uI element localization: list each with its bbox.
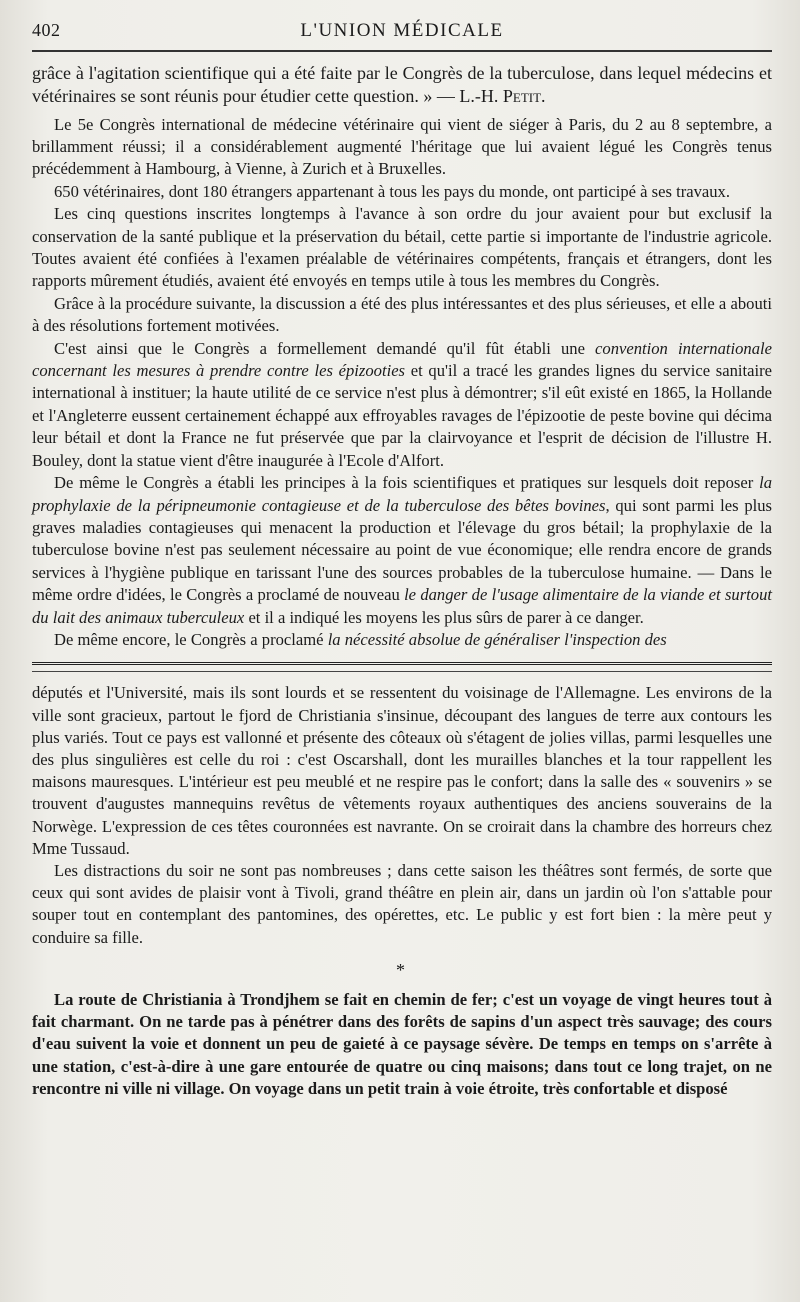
paragraph: Les distractions du soir ne sont pas nombreuses ; dans cette saison les théâtres sont fermés, de sorte que ceux qui sont avides de plaisir vont à Tivoli, grand théâtre en plein air, dans un jardin où l'on s'attable pour souper tout en contemplant des pantomines, des opérettes, etc. Le public y est fort bien : la mère peut y conduire sa fille. <box>32 860 772 947</box>
journal-title: L'UNION MÉDICALE <box>300 20 504 41</box>
paragraph: Le 5e Congrès international de médecine vétérinaire qui vient de siéger à Paris, du 2 au 8 septembre, a brillamment réussi; il a considérablement augmenté l'héritage que lui avaient légué les Congrès tenus précédemment à Hambourg, à Vienne, à Zurich et à Bruxelles. <box>32 114 772 179</box>
paragraph: De même encore, le Congrès a proclamé la nécessité absolue de généraliser l'inspection des <box>54 629 667 649</box>
paragraph: Les cinq questions inscrites longtemps à l'avance à son ordre du jour avaient pour but exclusif la conservation de la santé publique et la préservation du bétail, cette partie si importante de l'industrie agricole. Toutes avaient été confiées à l'examen préalable de vétérinaires compétents, français et étrangers, dont les rapports mûrement étudiés, avaient été envoyés en temps utile à tous les membres du Congrès. <box>32 204 772 291</box>
main-article <box>32 62 772 651</box>
paragraph: La route de Christiania à Trondjhem se fait en chemin de fer; c'est un voyage de vingt heures tout à fait charmant. On ne tarde pas à pénétrer dans des forêts de sapins d'un aspect très sauvage; des cours d'eau suivent la voie et donnent un peu de gaieté à ce paysage sévère. De temps en temps on s'arrête à une station, c'est-à-dire à une gare entourée de quatre ou cinq maisons; dans tout ce long trajet, on ne rencontre ni ville ni village. On voyage dans un petit train à voie étroite, très confortable et disposé <box>32 989 772 1098</box>
italic-phrase: le danger de l'usage alimentaire de la viande et surtout du lait des animaux tuberculeux <box>32 585 772 627</box>
paragraph: De même le Congrès a établi les principes à la fois scientifiques et pratiques sur lesquels doit reposer la prophylaxie de la péripneumonie contagieuse et de la tuberculose des bêtes bovines, qui sont parmi les plus graves maladies contagieuses qui menacent la production et l'élevage du gros bétail; la prophylaxie de la tuberculose bovine n'est pas seulement nécessaire au point de vue économique; elle rendra encore de grands services à l'hygiène publique en tarissant l'une des sources probables de la tuberculose humaine. — Dans le même ordre d'idées, le Congrès a proclamé de nouveau le danger de l'usage alimentaire de la viande et surtout du lait des animaux tuberculeux et il a indiqué les moyens les plus sûrs de parer à ce danger. <box>32 473 773 627</box>
paragraph: C'est ainsi que le Congrès a formellement demandé qu'il fût établi une convention internationale concernant les mesures à prendre contre les épizooties et qu'il a tracé les grandes lignes du service sanitaire international à instituer; la haute utilité de ce service n'est plus à démontrer; s'il eût existé en 1865, la Hollande et l'Angleterre eussent certainement échappé aux effroyables ravages de l'épizootie de peste bovine qui décima leur bétail et dont la France ne fut préservée que par la clairvoyance et l'esprit de décision de l'illustre H. Bouley, dont la statue vient d'être inaugurée à l'Ecole d'Alfort. <box>32 338 772 470</box>
paragraph: députés et l'Université, mais ils sont lourds et se ressentent du voisinage de l'Allemagne. Les environs de la ville sont gracieux, partout le fjord de Christiania s'insinue, découpant des langues de terre aux contours les plus variés. Tout ce pays est vallonné et présente des côteaux où s'étagent de jolies villas, parmi lesquelles une des plus singulières est celle du roi : c'est Oscarshall, dont les murailles blanches et la tour rappellent les maisons mauresques. L'intérieur est peu meublé et ne respire pas le confort; dans la salle des « souvenirs » se trouvent d'augustes mannequins revêtus de vêtements royaux authentiques des anciens souverains de la Norwège. L'expression de ces têtes couronnées est navrante. On se croirait dans la chambre des horreurs chez Mme Tussaud. <box>32 683 772 858</box>
feuilleton-separator-rule <box>32 662 772 672</box>
header-rule <box>32 50 772 52</box>
feuilleton-section <box>32 682 772 1100</box>
paragraph: 650 vétérinaires, dont 180 étrangers appartenant à tous les pays du monde, ont participé à ses travaux. <box>54 181 730 201</box>
asterism: * <box>396 959 408 980</box>
paragraph: Grâce à la procédure suivante, la discussion a été des plus intéressantes et des plus sérieuses, et elle a abouti à des résolutions fortement motivées. <box>32 293 772 336</box>
author-signature: Petit. <box>502 85 546 106</box>
page-number: 402 <box>32 20 61 40</box>
italic-phrase: la nécessité absolue de généraliser l'inspection des <box>327 629 667 649</box>
italic-phrase: convention internationale concernant les mesures à prendre contre les épizooties <box>32 338 772 381</box>
paragraph-continuation: grâce à l'agitation scientifique qui a été faite par le Congrès de la tuberculose, dans lequel médecins et vétérinaires se sont réunis pour étudier cette question. » — L.-H. Petit. <box>32 63 772 106</box>
italic-phrase: la prophylaxie de la péripneumonie contagieuse et de la tuberculose des bêtes bovines <box>32 473 772 515</box>
running-head <box>32 18 772 48</box>
